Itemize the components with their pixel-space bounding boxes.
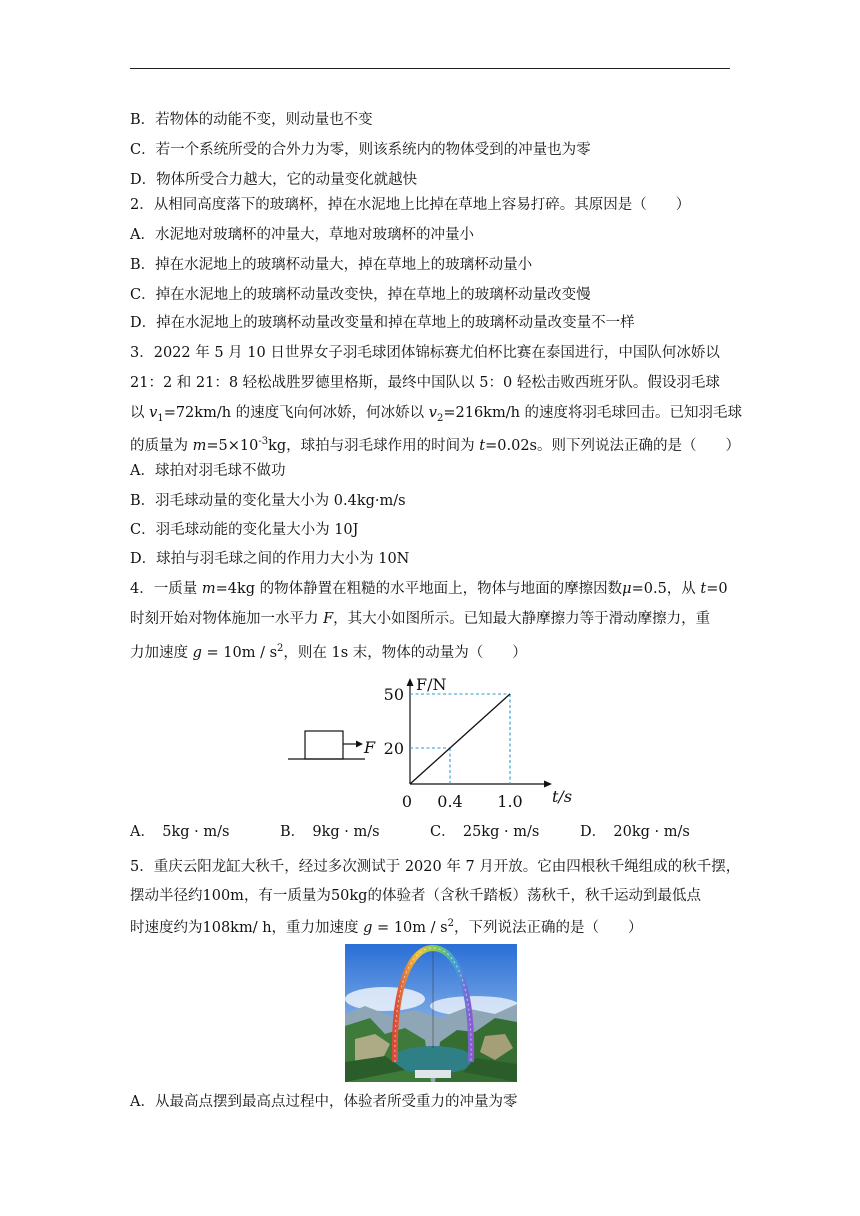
q2-option-a: A．水泥地对玻璃杯的冲量大，草地对玻璃杯的冲量小 bbox=[130, 227, 474, 243]
q5-stem-line3: 时速度约为108km/ h，重力加速度 $g = 10m / s^2$，下列说法正确的是（ ） bbox=[130, 918, 643, 936]
q2-option-c: C．掉在水泥地上的玻璃杯动量改变快，掉在草地上的玻璃杯动量改变慢 bbox=[130, 287, 591, 303]
q5-option-a: A．从最高点摆到最高点过程中，体验者所受重力的冲量为零 bbox=[130, 1094, 518, 1110]
y-axis-arrowhead bbox=[407, 678, 414, 686]
q4-option-c: C． 25kg · m/s bbox=[430, 824, 540, 840]
x-axis-arrowhead bbox=[544, 781, 552, 788]
q1-option-b: B．若物体的动能不变，则动量也不变 bbox=[130, 112, 373, 128]
force-label: F bbox=[364, 738, 376, 757]
q1-option-d: D．物体所受合力越大，它的动量变化就越快 bbox=[130, 172, 418, 188]
q3-stem-line3: 以 $v_1=72km/h$ 的速度飞向何冰娇，何冰娇以 $v_2=216km/h$ 的速度将羽毛球回击。已知羽毛球 bbox=[130, 405, 743, 424]
q3-option-c: C．羽毛球动能的变化量大小为 10J bbox=[130, 522, 359, 538]
x-tick-label-1.0: 1.0 bbox=[497, 792, 523, 811]
x-tick-label-0: 0 bbox=[401, 792, 413, 811]
q1-option-c: C．若一个系统所受的合外力为零，则该系统内的物体受到的冲量也为零 bbox=[130, 142, 591, 158]
q2-stem: 2．从相同高度落下的玻璃杯，掉在水泥地上比掉在草地上容易打碎。其原因是（ ） bbox=[130, 197, 691, 213]
x-axis-label: t/s bbox=[552, 787, 573, 806]
y-axis-label: F/N bbox=[416, 675, 447, 694]
force-time-graph bbox=[380, 672, 580, 812]
q4-stem-line3: 力加速度 $g = 10m / s^2$，则在 1s 末，物体的动量为（ ） bbox=[130, 643, 527, 661]
q4-option-a: A． 5kg · m/s bbox=[130, 824, 230, 840]
q5-stem-line2: 摆动半径约100m，有一质量为50kg的体验者（含秋千踏板）荡秋千，秋千运动到最低点 bbox=[130, 888, 701, 904]
q5-stem-line1: 5．重庆云阳龙缸大秋千，经过多次测试于 2020 年 7 月开放。它由四根秋千绳组成的秋千摆， bbox=[130, 859, 741, 875]
force-line bbox=[410, 694, 510, 784]
x-tick-label-0.4: 0.4 bbox=[437, 792, 463, 811]
q2-option-b: B．掉在水泥地上的玻璃杯动量大，掉在草地上的玻璃杯动量小 bbox=[130, 257, 533, 273]
y-tick-label-20: 20 bbox=[383, 739, 404, 758]
q3-option-a: A．球拍对羽毛球不做功 bbox=[130, 463, 286, 479]
q3-stem-line1: 3．2022 年 5 月 10 日世界女子羽毛球团体锦标赛尤伯杯比赛在泰国进行，中国队何冰娇以 bbox=[130, 345, 720, 361]
header-rule bbox=[130, 68, 730, 69]
q4-stem-line2: 时刻开始对物体施加一水平力 F，其大小如图所示。已知最大静摩擦力等于滑动摩擦力，重 bbox=[130, 611, 711, 627]
swing-photo bbox=[345, 944, 517, 1082]
q2-option-d: D．掉在水泥地上的玻璃杯动量改变量和掉在草地上的玻璃杯动量改变量不一样 bbox=[130, 315, 635, 331]
q3-stem-line4: 的质量为 $m=5\times 10^{-3}kg$，球拍与羽毛球作用的时间为 t=0.02s。则下列说法正确的是（ ） bbox=[130, 436, 740, 454]
q4-option-d: D． 20kg · m/s bbox=[580, 824, 690, 840]
block bbox=[305, 731, 343, 759]
q3-option-d: D．球拍与羽毛球之间的作用力大小为 10N bbox=[130, 551, 410, 567]
block-force-diagram bbox=[285, 720, 395, 770]
y-tick-label-50: 50 bbox=[383, 685, 404, 704]
force-arrowhead bbox=[356, 741, 363, 748]
q4-option-b: B． 9kg · m/s bbox=[280, 824, 380, 840]
q3-stem-line2: 21：2 和 21：8 轻松战胜罗德里格斯，最终中国队以 5：0 轻松击败西班牙队。假设羽毛球 bbox=[130, 375, 720, 391]
q4-stem-line1: 4．一质量 m=4kg 的物体静置在粗糙的水平地面上，物体与地面的摩擦因数μ=0.5，从 t=0 bbox=[130, 581, 728, 597]
q3-option-b: B．羽毛球动量的变化量大小为 0.4kg·m/s bbox=[130, 493, 406, 509]
